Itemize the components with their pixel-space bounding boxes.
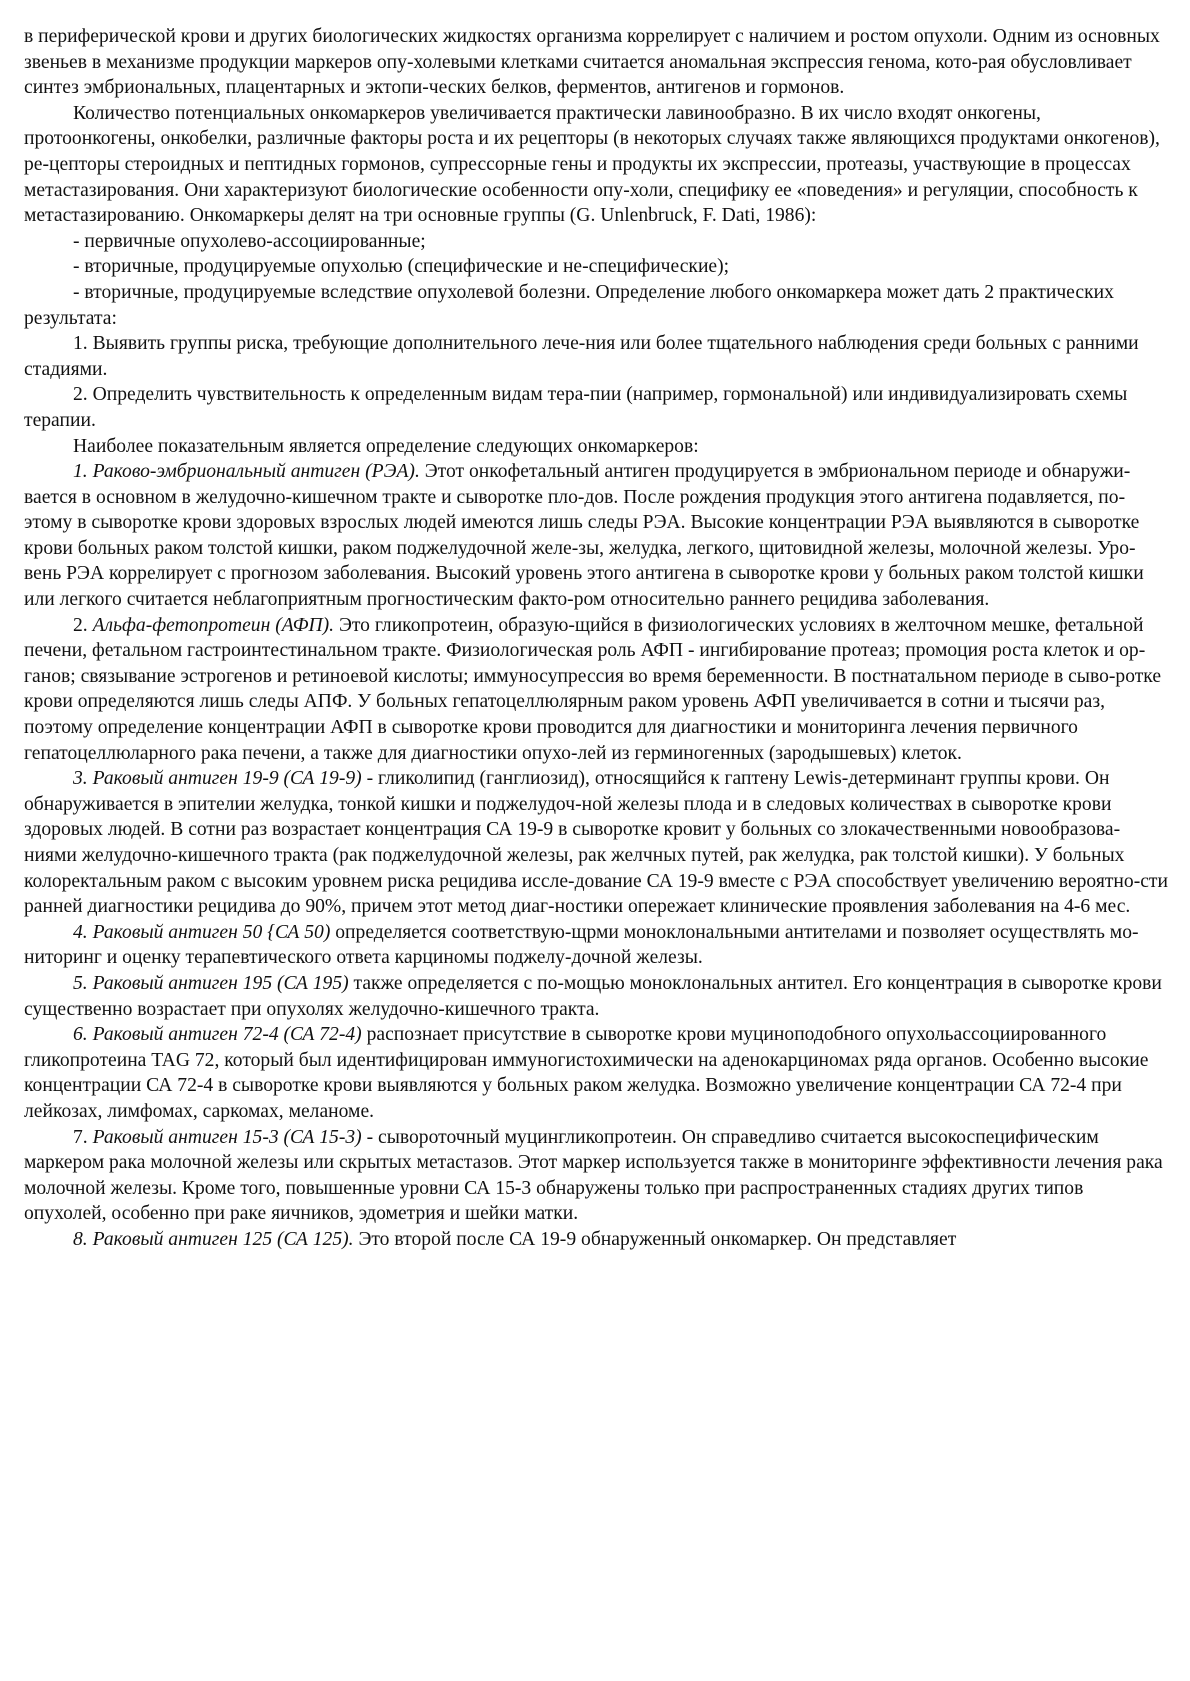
marker-text: определяется соответствую-щрми моноклональными антителами и позволяет осуществлять мо-ниторинг и оценку терапевтического ответа карциномы поджелу-дочной железы. [24, 921, 1139, 969]
marker-text: Это гликопротеин, образую-щийся в физиологических условиях в желточном мешке, фетальной печени, фетальном гастроинтестинальном тракте. Физиологическая роль АФП - ингибирование протеаз; промоция роста клеток и ор-ганов; связывание эстрогенов и ретиноевой кислоты; иммуносупрессия во время беременности. В постнатальном периоде в сыво-ротке крови определяются лишь следы АПФ. У больных гепатоцеллюлярным раком уровень АФП увеличивается в сотни и тысячи раз, поэтому определение концентрации АФП в сыворотке крови проводится для диагностики и мониторинга лечения первичного гепатоцеллюларного рака печени, а также для диагностики опухо-лей из герминогенных (зародышевых) клеток. [24, 614, 1162, 764]
marker-paragraph [24, 1022, 1170, 1124]
marker-paragraph [24, 971, 1170, 1022]
marker-title: 8. Раковый антиген 125 (СА 125). [73, 1228, 354, 1250]
marker-text: Это второй после СА 19-9 обнаруженный онкомаркер. Он представляет [353, 1228, 957, 1250]
numbered-item: 2. Определить чувствительность к определенным видам тера-пии (например, гормональной) или индивидуализировать схемы терапии. [24, 384, 1128, 431]
marker-paragraph [24, 920, 1170, 971]
marker-paragraph [24, 1227, 1170, 1253]
marker-paragraph [24, 1125, 1170, 1227]
list-item: - вторичные, продуцируемые опухолью (специфические и не-специфические); [73, 256, 730, 278]
marker-title: 5. Раковый антиген 195 (СА 195) [73, 972, 349, 994]
marker-title: Раковый антиген 15-3 (СА 15-3) [92, 1126, 362, 1148]
paragraph: в периферической крови и других биологических жидкостях организма коррелирует с наличием и ростом опухоли. Одним из основных звеньев в механизме продукции маркеров опу-холевыми клетками считается аномальная экспрессия генома, кото-рая обусловливает синтез эмбриональных, плацентарных и эктопи-ческих белков, ферментов, антигенов и гормонов. [24, 26, 1160, 99]
marker-title: 1. Раково-эмбриональный антиген (РЭА). [73, 461, 420, 483]
marker-text: Этот онкофетальный антиген продуцируется в эмбриональном периоде и обнаружи-вается в основном в желудочно-кишечном тракте и сыворотке пло-дов. После рождения продукция этого антигена подавляется, по-этому в сыворотке крови здоровых взрослых людей имеются лишь следы РЭА. Высокие концентрации РЭА выявляются в сыворотке крови больных раком толстой кишки, раком поджелудочной желе-зы, желудка, легкого, щитовидной железы, молочной железы. Уро-вень РЭА коррелирует с прогнозом заболевания. Высокий уровень этого антигена в сыворотке крови у больных раком толстой кишки или легкого считается неблагоприятным прогностическим факто-ром относительно раннего рецидива заболевания. [24, 461, 1144, 611]
marker-number: 2. [73, 614, 93, 636]
paragraph: Наиболее показательным является определение следующих онкомаркеров: [73, 435, 699, 457]
marker-text: распознает присутствие в сыворотке крови муциноподобного опухольассоциированного гликопротеина TAG 72, который был идентифицирован иммуногистохимически на аденокарциномах ряда органов. Особенно высокие концентрации СА 72-4 в сыворотке крови выявляются у больных раком желудка. Возможно увеличение концентрации СА 72-4 при лейкозах, лимфомах, саркомах, меланоме. [24, 1024, 1149, 1122]
marker-title: 4. Раковый антиген 50 {СА 50) [73, 921, 331, 943]
marker-text: - сывороточный муцингликопротеин. Он справедливо считается высокоспецифическим маркером рака молочной железы или скрытых метастазов. Этот маркер используется также в мониторинге эффективности лечения рака молочной железы. Кроме того, повышенные уровни СА 15-3 обнаружены только при распространенных стадиях других типов опухолей, особенно при раке яичников, эдометрия и шейки матки. [24, 1126, 1163, 1225]
list-item: - вторичные, продуцируемые вследствие опухолевой болезни. Определение любого онкомаркера может дать 2 практических результата: [24, 281, 1114, 329]
marker-title: 3. Раковый антиген 19-9 (СА 19-9) [73, 768, 362, 790]
marker-paragraph [24, 459, 1170, 613]
marker-text: - гликолипид (ганглиозид), относящийся к гаптену Lewis-детерминант группы крови. Он обнаруживается в эпителии желудка, тонкой кишки и поджелудоч-ной железы плода и в следовых количествах в сыворотке крови здоровых людей. В сотни раз возрастает концентрация СА 19-9 в сыворотке кровит у больных со злокачественными новообразова-ниями желудочно-кишечного тракта (рак поджелудочной железы, рак желчных путей, рак желудка, рак толстой кишки). У больных колоректальным раком с высоким уровнем риска рецидива иссле-дование СА 19-9 вместе с РЭА способствует увеличению вероятно-сти ранней диагностики рецидива до 90%, причем этот метод диаг-ностики опережает клинические проявления заболевания на 4-6 мес. [24, 768, 1168, 918]
marker-text: также определяется с по-мощью моноклональных антител. Его концентрация в сыворотке крови существенно возрастает при опухолях желудочно-кишечного тракта. [24, 972, 1162, 1020]
marker-paragraph [24, 613, 1170, 767]
marker-title: Альфа-фетопротеин (АФП). [92, 614, 335, 636]
marker-title: 6. Раковый антиген 72-4 (СА 72-4) [73, 1024, 362, 1046]
marker-number: 7. [73, 1126, 93, 1148]
list-item: - первичные опухолево-ассоциированные; [73, 230, 426, 252]
numbered-item: 1. Выявить группы риска, требующие дополнительного лече-ния или более тщательного наблюдения среди больных с ранними стадиями. [24, 333, 1139, 380]
paragraph: Количество потенциальных онкомаркеров увеличивается практически лавинообразно. В их число входят онкогены, протоонкогены, онкобелки, различные факторы роста и их рецепторы (в некоторых случаях также являющихся продуктами онкогенов), ре-цепторы стероидных и пептидных гормонов, супрессорные гены и продукты их экспрессии, протеазы, участвующие в процессах метастазирования. Они характеризуют биологические особенности опу-холи, специфику ее «поведения» и регуляции, способность к метастазированию. Онкомаркеры делят на три основные группы (G. Unlenbruck, F. Dati, 1986): [24, 102, 1160, 227]
marker-paragraph [24, 766, 1170, 920]
